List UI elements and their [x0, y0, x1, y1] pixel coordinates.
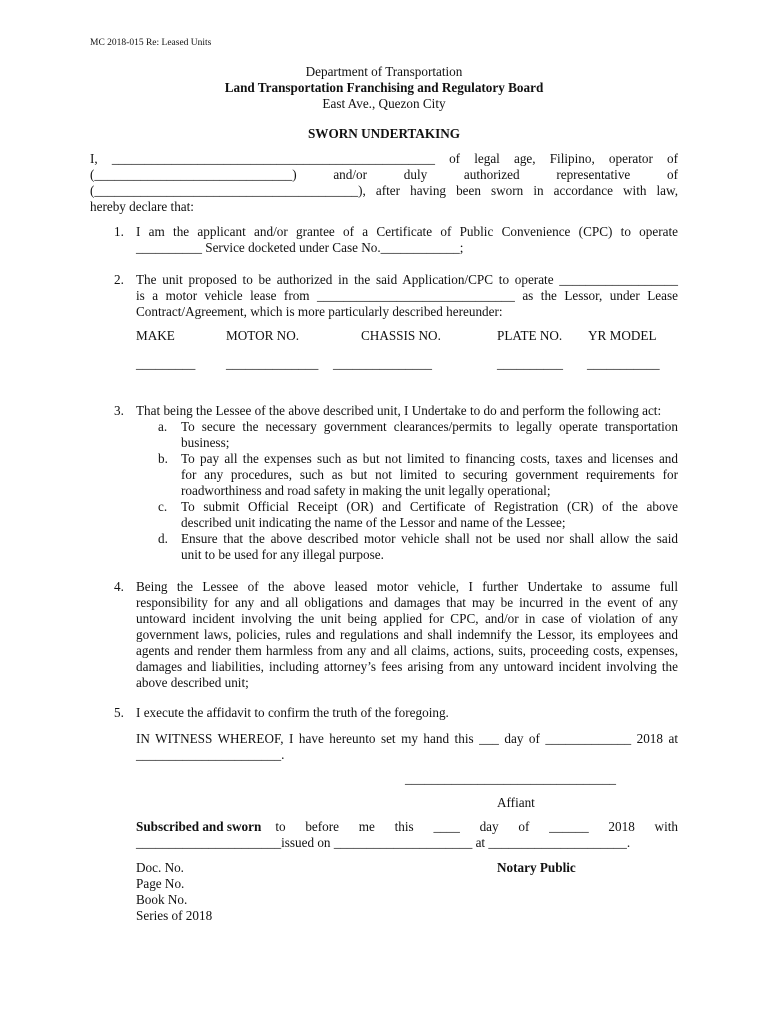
affiant-label: Affiant: [497, 795, 535, 810]
sub-b-line-1: To pay all the expenses such as but not limited to financing costs, taxes and licenses and: [181, 451, 678, 466]
series-label: Series of 2018: [136, 908, 213, 923]
item-4-number: 4.: [114, 579, 124, 594]
item-1-line-1: I am the applicant and/or grantee of a Certificate of Public Convenience (CPC) to operate: [136, 224, 678, 239]
board-name: Land Transportation Franchising and Regulatory Board: [224, 80, 544, 95]
item-3-number: 3.: [114, 403, 124, 418]
item-4-line-1: Being the Lessee of the above leased motor vehicle, I further Undertake to assume full: [136, 579, 678, 594]
memo-reference: MC 2018-015 Re: Leased Units: [90, 38, 212, 48]
sub-d-line-1: Ensure that the above described motor vehicle shall not be used nor shall allow the said: [181, 531, 678, 546]
column-yr-model: YR MODEL: [588, 328, 657, 343]
subscribed-line-2: ______________________issued on _____________________ at _____________________.: [136, 835, 631, 850]
sub-b-line-2: for any procedures, such as but not limited to securing government requirements for: [181, 467, 678, 482]
blank-plate-no: __________: [497, 356, 563, 371]
notary-public-label: Notary Public: [497, 860, 576, 875]
sub-c-line-1: To submit Official Receipt (OR) and Certificate of Registration (CR) of the above: [181, 499, 678, 514]
column-make: MAKE: [136, 328, 175, 343]
document-title: SWORN UNDERTAKING: [307, 126, 461, 141]
sub-b-line-3: roadworthiness and road safety in making the unit legally operational;: [181, 483, 551, 498]
affiant-signature-line: ________________________________: [405, 771, 616, 786]
sub-b-label: b.: [158, 451, 168, 466]
subscribed-line-1: [136, 819, 678, 835]
item-5-number: 5.: [114, 705, 124, 720]
book-no-label: Book No.: [136, 892, 188, 907]
subscribed-line-1-rest: to before me this ____ day of ______ 2018 with: [275, 819, 678, 834]
sub-d-label: d.: [158, 531, 168, 546]
item-4-line-5: agents and render them harmless from any and all claims, actions, suits, proceeding costs, expenses,: [136, 643, 678, 658]
page-no-label: Page No.: [136, 876, 185, 891]
item-3-intro: That being the Lessee of the above described unit, I Undertake to do and perform the following act:: [136, 403, 662, 418]
item-4-line-4: government laws, policies, rules and regulations and shall indemnify the Lessor, its employees and: [136, 627, 678, 642]
item-2-line-3: Contract/Agreement, which is more particularly described hereunder:: [136, 304, 503, 319]
agency-address: East Ave., Quezon City: [322, 96, 446, 111]
item-2-line-2: is a motor vehicle lease from ______________________________ as the Lessor, under Lease: [136, 288, 678, 303]
column-motor-no: MOTOR NO.: [226, 328, 300, 343]
item-1-line-2: __________ Service docketed under Case No.____________;: [136, 240, 464, 255]
item-2-line-1: The unit proposed to be authorized in the said Application/CPC to operate __________________: [136, 272, 678, 287]
item-1-number: 1.: [114, 224, 124, 239]
item-4-line-3: untoward incident involving the unit being applied for CPC, and/or in case of violation of any: [136, 611, 678, 626]
intro-line-2: (______________________________) and/or duly authorized representative of: [90, 167, 678, 182]
column-plate-no: PLATE NO.: [497, 328, 563, 343]
sub-a-line-1: To secure the necessary government clearances/permits to legally operate transportation: [181, 419, 678, 434]
department-name: Department of Transportation: [305, 64, 463, 79]
sub-c-label: c.: [158, 499, 168, 514]
intro-line-1: I, _________________________________________________ of legal age, Filipino, operator of: [90, 151, 678, 166]
sub-a-line-2: business;: [181, 435, 230, 450]
item-4-line-2: responsibility for any and all obligations and damages that may be incurred in the event of any: [136, 595, 678, 610]
blank-make: _________: [136, 356, 196, 371]
blank-motor-no: ______________: [226, 356, 319, 371]
doc-no-label: Doc. No.: [136, 860, 184, 875]
sub-c-line-2: described unit indicating the name of the Lessor and name of the Lessee;: [181, 515, 566, 530]
column-chassis-no: CHASSIS NO.: [361, 328, 441, 343]
intro-line-4: hereby declare that:: [90, 199, 194, 214]
blank-chassis-no: _______________: [333, 356, 432, 371]
sub-a-label: a.: [158, 419, 168, 434]
intro-line-3: (________________________________________), after having been sworn in accordance with law,: [90, 183, 678, 198]
subscribed-bold-phrase: Subscribed and sworn: [136, 819, 262, 834]
blank-yr-model: ___________: [587, 356, 660, 371]
item-4-line-6: damages and liabilities, including attorney’s fees arising from any untoward incident involving the: [136, 659, 678, 674]
item-2-number: 2.: [114, 272, 124, 287]
witness-line-1: IN WITNESS WHEREOF, I have hereunto set my hand this ___ day of _____________ 2018 at: [136, 731, 678, 746]
item-5-text: I execute the affidavit to confirm the truth of the foregoing.: [136, 705, 449, 720]
witness-line-2: ______________________.: [136, 747, 285, 762]
item-4-line-7: above described unit;: [136, 675, 249, 690]
sub-d-line-2: unit to be used for any illegal purpose.: [181, 547, 384, 562]
